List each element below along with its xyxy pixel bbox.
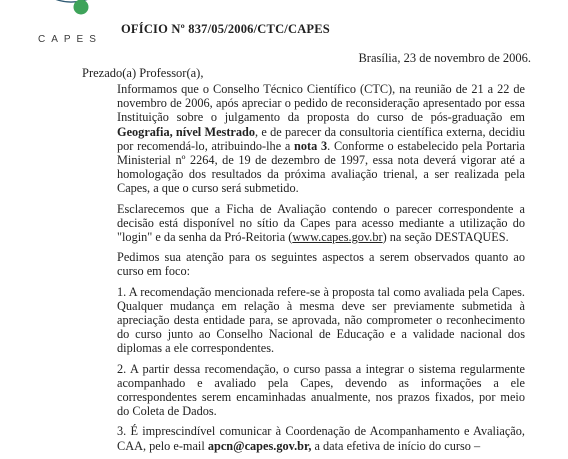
- paragraph-1: Informamos que o Conselho Técnico Científico (CTC), na reunião de 21 a 22 de novembro de 2006, após apreciar o pedido de reconsideração apresentado por essa Instituição sobre o julgamento da proposta do curso de pós-graduação em Geografia, nível Mestrado, e de parecer da consultoria científica externa, decidiu por recomendá-lo, atribuindo-lhe a nota 3. Conforme o estabelecido pela Portaria Ministerial nº 2264, de 19 de dezembro de 1997, essa nota deverá vigorar até a homologação dos resultados da próxima avaliação trienal, a ser realizada pela Capes, a que o curso será submetido.: [117, 82, 525, 196]
- capes-website-link[interactable]: www.capes.gov.br: [292, 230, 383, 245]
- course-name: Geografia, nível Mestrado: [117, 124, 256, 139]
- salutation: Prezado(a) Professor(a),: [82, 66, 204, 80]
- logo-caption: CAPES: [38, 34, 102, 45]
- list-item-3: 3. É imprescindível comunicar à Coordenação de Acompanhamento e Avaliação, CAA, pelo e-mail apcn@capes.gov.br, a data efetiva de início do curso –: [117, 424, 525, 453]
- letter-date: Brasília, 23 de novembro de 2006.: [358, 51, 531, 65]
- course-grade: nota 3: [294, 138, 328, 153]
- paragraph-2: Esclarecemos que a Ficha de Avaliação contendo o parecer correspondente a decisão está disponível no sítio da Capes para acesso mediante a utilização do "login" e da senha da Pró-Reitoria (www.capes.gov.br) na seção DESTAQUES.: [117, 201, 525, 245]
- letter-body: [117, 82, 525, 459]
- contact-email: apcn@capes.gov.br,: [207, 438, 312, 453]
- paragraph-3: Pedimos sua atenção para os seguintes aspectos a serem observados quanto ao curso em foco:: [117, 250, 525, 279]
- document-title: OFÍCIO Nº 837/05/2006/CTC/CAPES: [121, 22, 330, 36]
- list-item-1: 1. A recomendação mencionada refere-se à proposta tal como avaliada pela Capes. Qualquer mudança em relação à mesma deve ser previamente submetida à apreciação desta entidade para, se aprovada, não comprometer o reconhecimento do curso junto ao Conselho Nacional de Educação e a validade nacional dos diplomas a ele correspondentes.: [117, 284, 525, 356]
- list-item-2: 2. A partir dessa recomendação, o curso passa a integrar o sistema regularmente acompanhado e avaliado pela Capes, devendo as informações a ele correspondentes serem encaminhadas anualmente, nos prazos fixados, por meio do Coleta de Dados.: [117, 361, 525, 419]
